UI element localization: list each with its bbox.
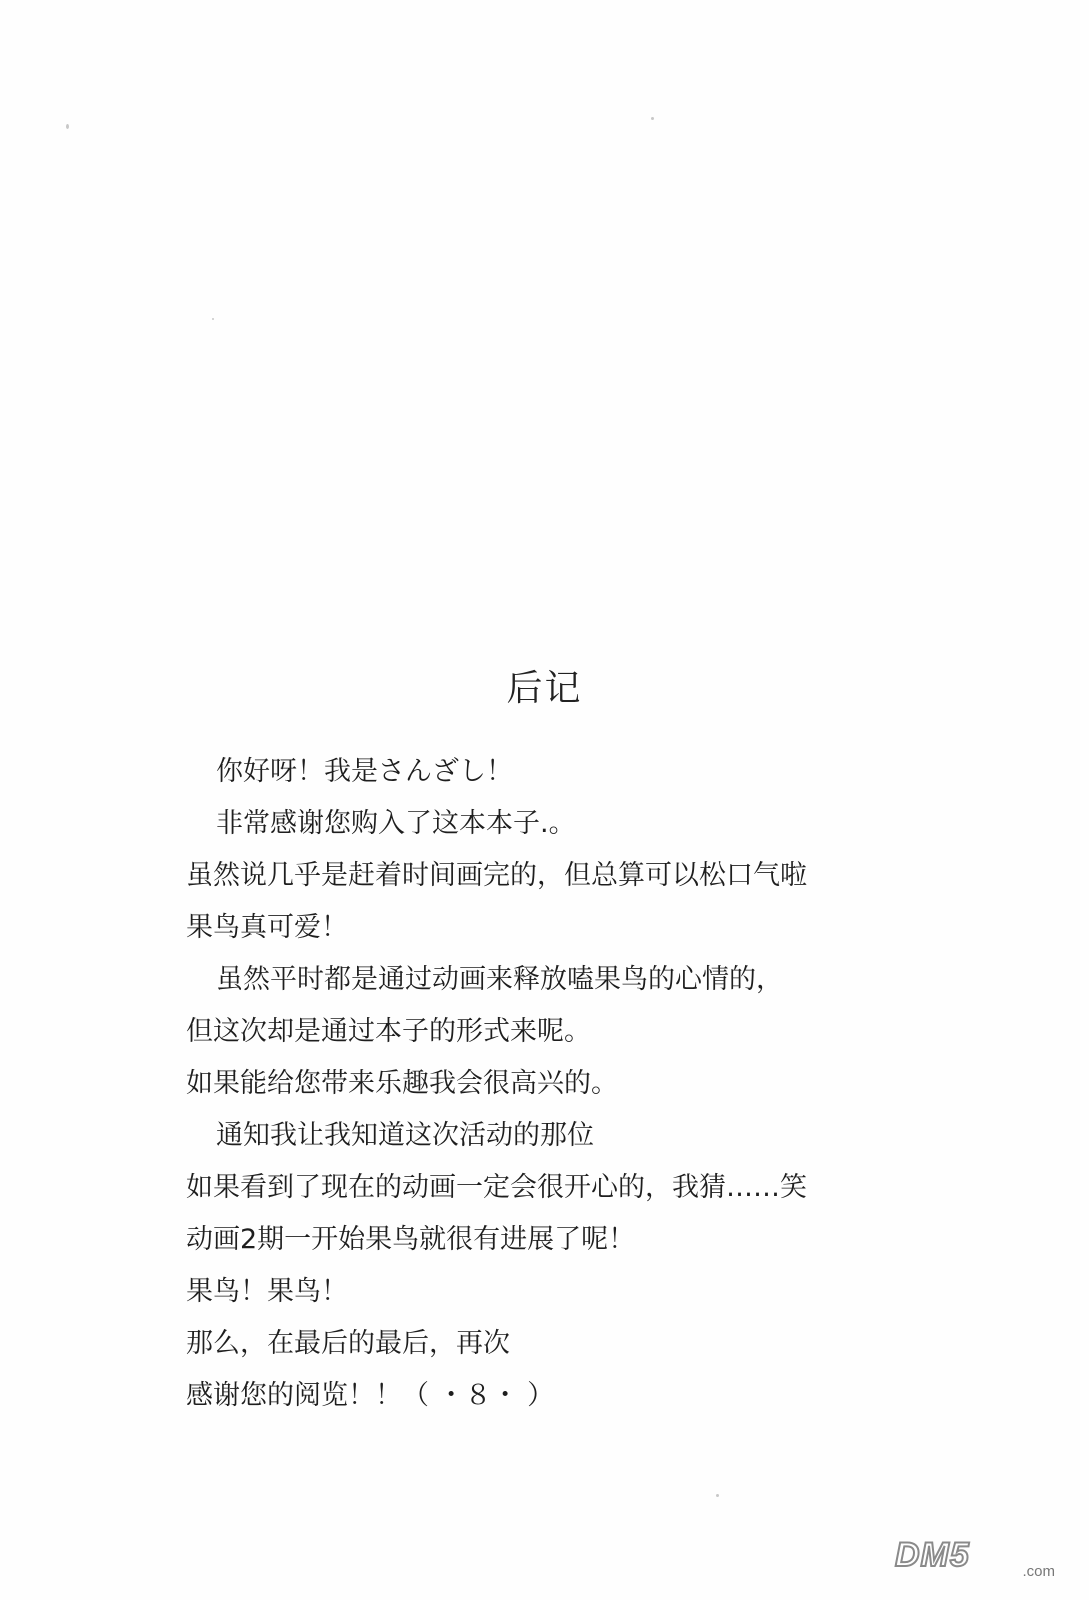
scan-speck xyxy=(212,318,214,320)
text-line: 你好呀！我是さんざし！ xyxy=(216,756,513,787)
scan-speck xyxy=(716,1494,719,1497)
text-line: 果鸟！果鸟！ xyxy=(186,1276,348,1307)
scan-speck xyxy=(651,117,654,120)
text-line: 如果看到了现在的动画一定会很开心的，我猜……笑 xyxy=(186,1172,807,1203)
watermark-logo xyxy=(895,1532,1055,1582)
watermark-logo-text: DM5 xyxy=(895,1536,970,1574)
text-line: 果鸟真可爱！ xyxy=(186,912,348,943)
text-line: 非常感谢您购入了这本本子.。 xyxy=(216,808,576,839)
afterword-text xyxy=(186,746,886,1422)
text-line: 但这次却是通过本子的形式来呢。 xyxy=(186,1016,591,1047)
text-line: 通知我让我知道这次活动的那位 xyxy=(216,1120,594,1151)
scan-speck xyxy=(66,124,69,129)
text-line: 那么，在最后的最后，再次 xyxy=(186,1328,510,1359)
text-line: 感谢您的阅览！！（ ・８・ ） xyxy=(186,1380,555,1411)
text-line: 如果能给您带来乐趣我会很高兴的。 xyxy=(186,1068,618,1099)
text-line: 虽然说几乎是赶着时间画完的，但总算可以松口气啦 xyxy=(186,860,807,891)
page-title: 后记 xyxy=(506,668,583,709)
text-line: 虽然平时都是通过动画来释放嗑果鸟的心情的， xyxy=(216,964,783,995)
watermark-domain: .com xyxy=(1022,1563,1055,1580)
text-line: 动画2期一开始果鸟就很有进展了呢！ xyxy=(186,1224,636,1255)
